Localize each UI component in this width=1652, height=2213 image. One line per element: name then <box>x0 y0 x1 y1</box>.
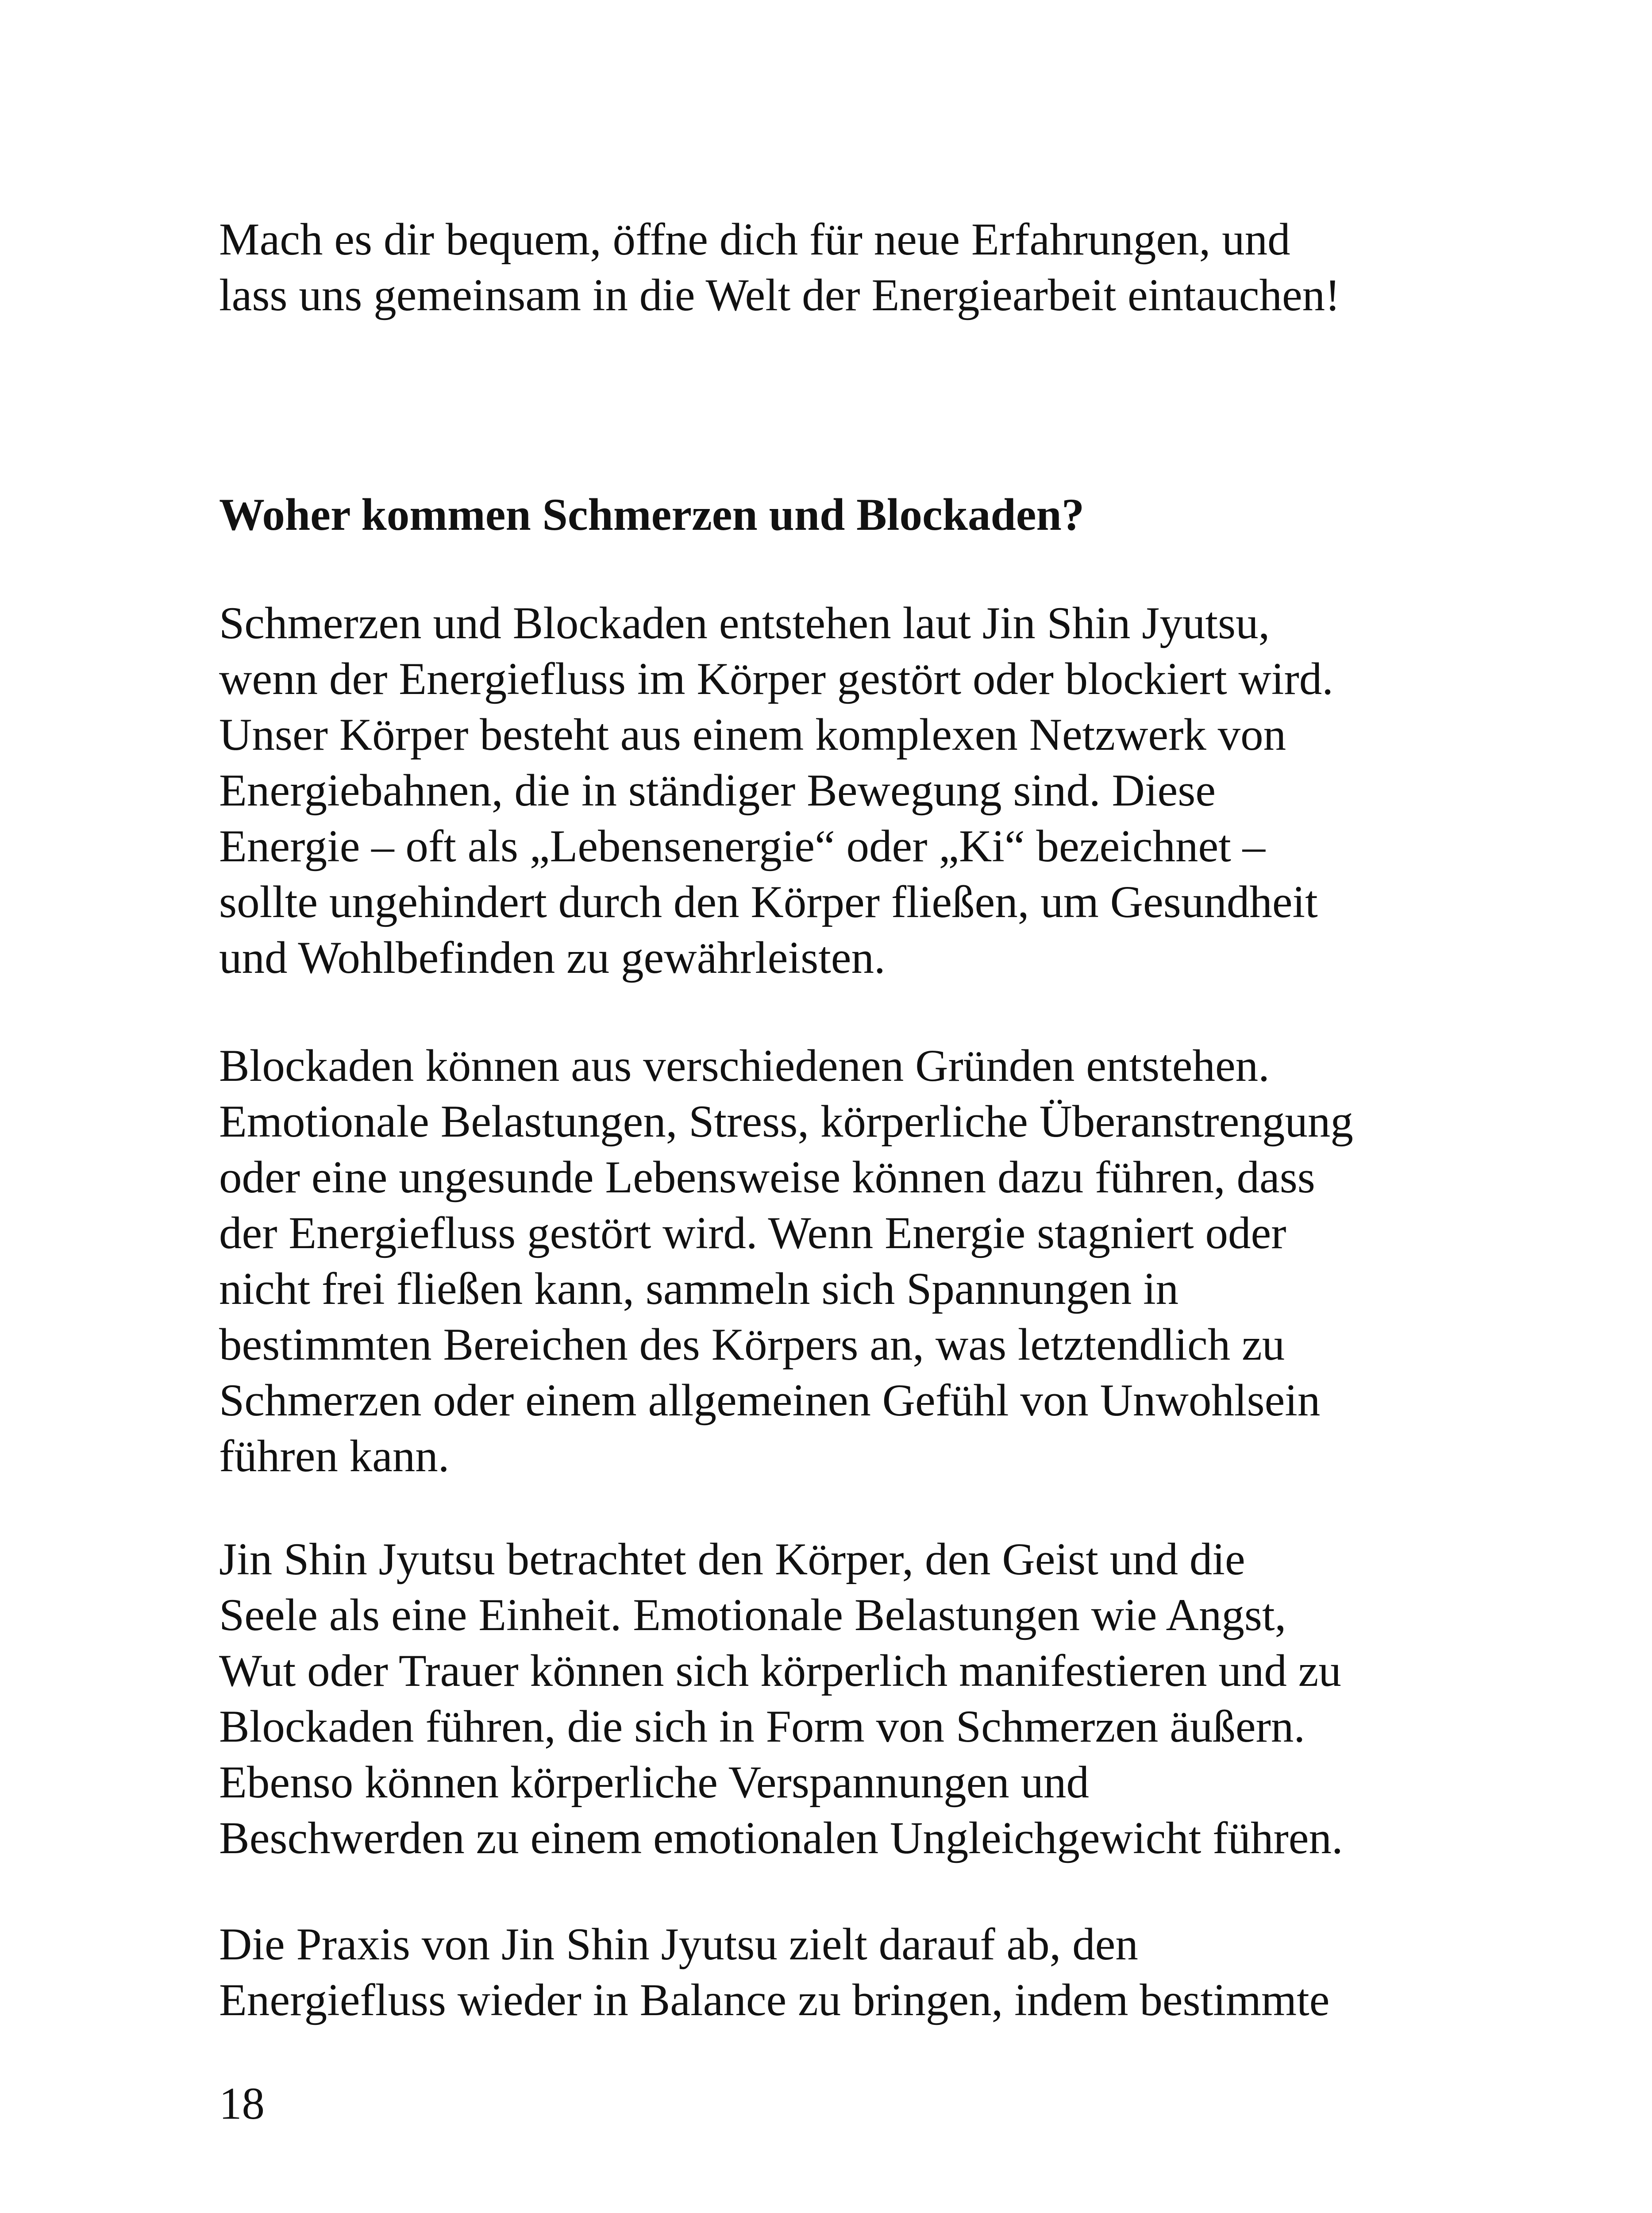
text-line: lass uns gemeinsam in die Welt der Energiearbeit eintauchen! <box>219 270 1340 320</box>
section-heading: Woher kommen Schmerzen und Blockaden? <box>219 490 1085 540</box>
text-line: Energiefluss wieder in Balance zu bringen, indem bestimmte <box>219 1975 1330 2025</box>
text-line: Blockaden können aus verschiedenen Gründen entstehen. <box>219 1041 1270 1091</box>
text-line: wenn der Energiefluss im Körper gestört oder blockiert wird. <box>219 654 1334 704</box>
paragraph-1 <box>219 595 1440 986</box>
text-line: Schmerzen oder einem allgemeinen Gefühl von Unwohlsein <box>219 1375 1321 1426</box>
paragraph-2 <box>219 1038 1440 1484</box>
text-line: oder eine ungesunde Lebensweise können dazu führen, dass <box>219 1152 1315 1203</box>
text-line: Seele als eine Einheit. Emotionale Belastungen wie Angst, <box>219 1590 1286 1640</box>
text-line: Mach es dir bequem, öffne dich für neue Erfahrungen, und <box>219 214 1290 265</box>
text-line: nicht frei fließen kann, sammeln sich Spannungen in <box>219 1264 1179 1314</box>
text-line: Unser Körper besteht aus einem komplexen Netzwerk von <box>219 709 1286 760</box>
text-line: Wut oder Trauer können sich körperlich manifestieren und zu <box>219 1646 1341 1696</box>
text-line: Energie – oft als „Lebensenergie“ oder „Ki“ bezeichnet – <box>219 821 1266 871</box>
text-line: Blockaden führen, die sich in Form von Schmerzen äußern. <box>219 1701 1305 1752</box>
text-line: der Energiefluss gestört wird. Wenn Energie stagniert oder <box>219 1208 1286 1258</box>
text-line: führen kann. <box>219 1431 450 1481</box>
text-line: Die Praxis von Jin Shin Jyutsu zielt darauf ab, den <box>219 1919 1138 1970</box>
text-line: Emotionale Belastungen, Stress, körperliche Überanstrengung <box>219 1096 1353 1147</box>
text-line: und Wohlbefinden zu gewährleisten. <box>219 933 886 983</box>
text-line: sollte ungehindert durch den Körper fließen, um Gesundheit <box>219 877 1318 927</box>
page-number: 18 <box>219 2078 265 2129</box>
text-line: bestimmten Bereichen des Körpers an, was letztendlich zu <box>219 1319 1285 1370</box>
paragraph-4 <box>219 1916 1440 2028</box>
intro-paragraph <box>219 212 1440 323</box>
paragraph-3 <box>219 1531 1440 1866</box>
text-line: Ebenso können körperliche Verspannungen und <box>219 1757 1090 1808</box>
text-line: Jin Shin Jyutsu betrachtet den Körper, den Geist und die <box>219 1534 1245 1585</box>
text-line: Schmerzen und Blockaden entstehen laut Jin Shin Jyutsu, <box>219 598 1270 648</box>
text-line: Beschwerden zu einem emotionalen Ungleichgewicht führen. <box>219 1813 1343 1863</box>
text-line: Energiebahnen, die in ständiger Bewegung sind. Diese <box>219 765 1216 816</box>
